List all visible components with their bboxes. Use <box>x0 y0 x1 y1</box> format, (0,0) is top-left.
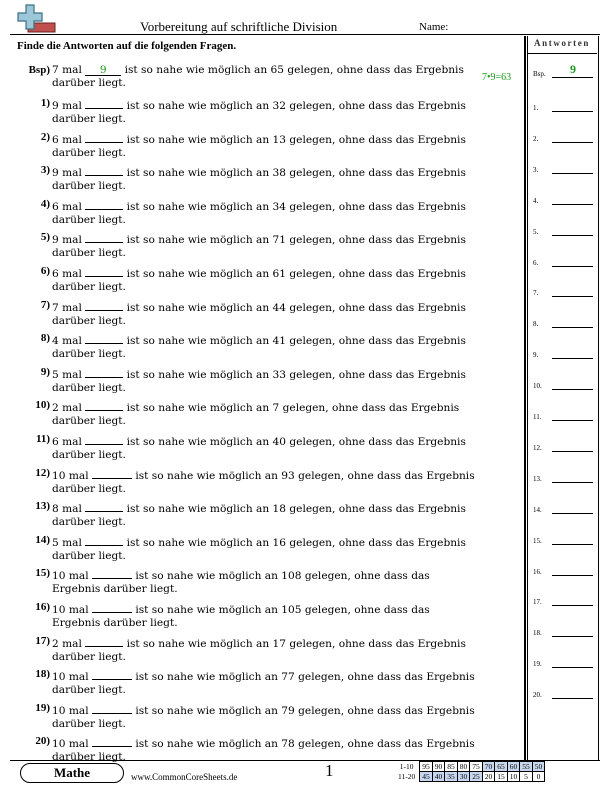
question-number: 15) <box>35 567 50 580</box>
score-cell: 85 <box>445 762 458 772</box>
answer-blank[interactable] <box>85 366 123 378</box>
answer-blank[interactable] <box>92 601 132 613</box>
score-cell: 55 <box>520 762 533 772</box>
answer-label: 9. <box>533 351 539 360</box>
question-post: ist so nahe wie möglich an 77 gelegen, ohne dass das Ergebnis darüber liegt. <box>52 671 475 697</box>
question-number: 10) <box>35 399 50 412</box>
answer-blank[interactable] <box>85 433 123 445</box>
question-pre: 5 mal <box>52 536 82 549</box>
answer-row <box>531 656 595 670</box>
question-text <box>52 433 477 462</box>
answer-line[interactable] <box>552 451 593 452</box>
question-post: ist so nahe wie möglich an 32 gelegen, ohne dass das Ergebnis darüber liegt. <box>52 100 466 125</box>
answer-blank[interactable] <box>85 164 123 176</box>
example-pre: 7 mal <box>52 64 82 76</box>
question-pre: 10 mal <box>52 604 89 616</box>
answer-row <box>531 193 595 207</box>
question-pre: 9 mal <box>52 100 82 112</box>
example-post: ist so nahe wie möglich an 65 gelegen, ohne dass das Ergebnis darüber liegt. <box>52 64 464 89</box>
answers-header: Antworten <box>534 38 590 48</box>
question-text <box>52 332 477 361</box>
answer-line[interactable] <box>552 482 593 483</box>
answer-label: 1. <box>533 104 539 112</box>
answer-row <box>531 471 595 485</box>
example-answer-row <box>531 62 595 80</box>
question-text <box>52 500 477 529</box>
plus-minus-logo-icon <box>17 4 57 38</box>
answers-header-divider <box>527 53 597 54</box>
question-pre: 6 mal <box>52 268 82 280</box>
example-answer-value: 9 <box>570 62 576 76</box>
score-cell: 95 <box>420 762 433 772</box>
answer-row <box>531 409 595 423</box>
answer-label: 4. <box>533 196 539 205</box>
score-cell: 80 <box>457 762 470 772</box>
question-text <box>52 131 477 160</box>
score-cell: 30 <box>457 772 470 782</box>
question-number: 1) <box>40 97 50 109</box>
score-table <box>398 761 545 782</box>
answer-label: 11. <box>533 413 542 421</box>
answer-blank[interactable] <box>85 231 123 243</box>
question-number: 16) <box>35 601 50 613</box>
question-pre: 10 mal <box>52 738 89 751</box>
score-row <box>398 762 545 772</box>
answer-line[interactable] <box>552 266 593 267</box>
answer-line[interactable] <box>552 575 593 576</box>
question-pre: 6 mal <box>52 133 82 146</box>
answer-row <box>531 687 595 701</box>
question-post: ist so nahe wie möglich an 44 gelegen, ohne dass das Ergebnis darüber liegt. <box>52 301 466 327</box>
question-pre: 2 mal <box>52 637 82 650</box>
question-pre: 10 mal <box>52 671 89 684</box>
answer-row <box>531 502 595 516</box>
question-text <box>52 635 477 664</box>
page-number: 1 <box>325 761 334 780</box>
answer-row <box>531 255 595 269</box>
answer-blank[interactable] <box>85 332 123 344</box>
question-post: ist so nahe wie möglich an 18 gelegen, ohne dass das Ergebnis darüber liegt. <box>52 503 466 529</box>
score-cell: 75 <box>470 762 483 772</box>
answer-label: 20. <box>533 691 542 700</box>
answer-row <box>531 378 595 392</box>
worksheet-title: Vorbereitung auf schriftliche Division <box>140 19 338 34</box>
answer-row <box>531 564 595 578</box>
answer-label: 7. <box>533 289 539 298</box>
question-pre: 6 mal <box>52 200 82 213</box>
question-number: 6) <box>40 265 50 277</box>
score-cell: 10 <box>507 772 520 782</box>
question-pre: 6 mal <box>52 436 82 448</box>
question-post: ist so nahe wie möglich an 17 gelegen, ohne dass das Ergebnis darüber liegt. <box>52 637 466 663</box>
question-number: 9) <box>40 365 50 378</box>
question-text <box>52 399 477 428</box>
answer-label: 5. <box>533 227 539 236</box>
answer-blank[interactable] <box>85 265 123 277</box>
question-number: 11) <box>35 433 50 445</box>
question-text <box>52 702 477 731</box>
answer-line[interactable] <box>552 327 593 328</box>
answer-blank[interactable] <box>85 131 123 143</box>
answer-line[interactable] <box>552 296 593 297</box>
answer-line[interactable] <box>552 420 593 421</box>
question-pre: 10 mal <box>52 704 89 717</box>
instruction-text: Finde die Antworten auf die folgenden Fragen. <box>17 40 237 52</box>
answer-row <box>531 100 595 114</box>
answer-blank[interactable] <box>85 97 123 109</box>
answer-blank[interactable] <box>85 399 123 411</box>
site-url: www.CommonCoreSheets.de <box>131 772 238 782</box>
question-number: 17) <box>35 634 50 647</box>
example-answer-label: Bsp. <box>533 70 546 78</box>
answer-blank[interactable] <box>92 668 132 680</box>
example-answer-line <box>552 77 593 78</box>
question-pre: 8 mal <box>52 503 82 516</box>
answer-row <box>531 440 595 454</box>
answer-row <box>531 533 595 547</box>
question-text <box>52 467 477 496</box>
question-post: ist so nahe wie möglich an 38 gelegen, ohne dass das Ergebnis darüber liegt. <box>52 167 466 193</box>
question-number: 13) <box>35 500 50 513</box>
answer-row <box>531 347 595 361</box>
answer-line[interactable] <box>552 698 593 699</box>
example-text <box>52 64 477 90</box>
score-cell: 35 <box>445 772 458 782</box>
answer-line[interactable] <box>552 513 593 514</box>
answer-line[interactable] <box>552 389 593 390</box>
name-label: Name: <box>419 21 449 33</box>
question-text <box>52 265 477 294</box>
answer-line[interactable] <box>552 544 593 545</box>
question-number: 12) <box>35 466 50 479</box>
answer-row <box>531 131 595 145</box>
question-pre: 4 mal <box>52 335 82 348</box>
answer-line[interactable] <box>552 636 593 637</box>
score-cell: 60 <box>507 762 520 772</box>
answer-line[interactable] <box>552 204 593 205</box>
score-cell: 20 <box>482 772 495 782</box>
answer-line[interactable] <box>552 605 593 606</box>
score-cell: 0 <box>532 772 545 782</box>
answer-label: 14. <box>533 505 542 514</box>
answer-row <box>531 594 595 608</box>
answer-label: 15. <box>533 536 542 545</box>
score-row-label: 1-10 <box>399 762 414 771</box>
question-post: ist so nahe wie möglich an 7 gelegen, ohne dass das Ergebnis darüber liegt. <box>52 402 460 428</box>
answer-label: 3. <box>533 165 539 174</box>
score-cell: 65 <box>495 762 508 772</box>
question-number: 8) <box>40 332 50 345</box>
question-text <box>52 231 477 260</box>
question-pre: 2 mal <box>52 402 82 415</box>
question-post: ist so nahe wie möglich an 79 gelegen, ohne dass das Ergebnis darüber liegt. <box>52 704 475 730</box>
answer-line[interactable] <box>552 235 593 236</box>
answer-blank[interactable] <box>92 735 132 747</box>
answer-row <box>531 224 595 238</box>
question-number: 18) <box>35 668 50 681</box>
question-number: 2) <box>40 130 50 143</box>
question-number: 14) <box>35 533 50 546</box>
score-cell: 70 <box>482 762 495 772</box>
answer-blank[interactable] <box>92 467 132 479</box>
question-text <box>52 601 477 630</box>
question-text <box>52 366 477 395</box>
question-post: ist so nahe wie möglich an 33 gelegen, ohne dass das Ergebnis darüber liegt. <box>52 368 466 394</box>
question-pre: 7 mal <box>52 301 82 314</box>
answer-blank[interactable] <box>85 299 123 311</box>
example-answer-blank: 9 <box>85 64 121 76</box>
answer-line[interactable] <box>552 667 593 668</box>
answer-label: 13. <box>533 474 542 483</box>
question-pre: 9 mal <box>52 234 82 247</box>
question-text <box>52 534 477 563</box>
score-cell: 5 <box>520 772 533 782</box>
answer-label: 19. <box>533 660 542 669</box>
answer-row <box>531 162 595 176</box>
answer-label: 10. <box>533 382 542 391</box>
answer-line[interactable] <box>552 358 593 359</box>
question-text <box>52 198 477 227</box>
score-cell: 50 <box>532 762 545 772</box>
answer-label: 17. <box>533 598 542 607</box>
question-number: 19) <box>35 701 50 714</box>
question-text <box>52 567 477 596</box>
question-pre: 10 mal <box>52 469 89 482</box>
score-row-label: 11-20 <box>398 772 416 781</box>
answer-line[interactable] <box>552 111 593 112</box>
question-post: ist so nahe wie möglich an 16 gelegen, ohne dass das Ergebnis darüber liegt. <box>52 536 466 562</box>
answer-line[interactable] <box>552 142 593 143</box>
answer-blank[interactable] <box>85 534 123 546</box>
answer-line[interactable] <box>552 173 593 174</box>
question-text <box>52 668 477 697</box>
answer-label: 12. <box>533 443 542 452</box>
answer-row <box>531 285 595 299</box>
question-post: ist so nahe wie möglich an 78 gelegen, ohne dass das Ergebnis darüber liegt. <box>52 738 475 764</box>
answer-blank[interactable] <box>85 500 123 512</box>
question-pre: 5 mal <box>52 368 82 381</box>
question-post: ist so nahe wie möglich an 61 gelegen, ohne dass das Ergebnis darüber liegt. <box>52 268 466 293</box>
answer-blank[interactable] <box>85 635 123 647</box>
question-post: ist so nahe wie möglich an 105 gelegen, ohne dass das Ergebnis darüber liegt. <box>52 604 430 629</box>
question-text <box>52 97 477 126</box>
score-cell: 40 <box>432 772 445 782</box>
answer-blank[interactable] <box>92 702 132 714</box>
example-work: 7•9=63 <box>482 72 512 83</box>
example-number: Bsp) <box>28 64 50 76</box>
question-post: ist so nahe wie möglich an 41 gelegen, ohne dass das Ergebnis darüber liegt. <box>52 335 466 361</box>
score-cell: 25 <box>470 772 483 782</box>
header-divider <box>10 34 600 35</box>
score-cell: 15 <box>495 772 508 782</box>
answer-label: 16. <box>533 567 542 576</box>
question-post: ist so nahe wie möglich an 108 gelegen, ohne dass das Ergebnis darüber liegt. <box>52 570 430 596</box>
subject-badge: Mathe <box>20 763 124 783</box>
question-number: 4) <box>40 197 50 210</box>
answer-row <box>531 316 595 330</box>
score-cell: 90 <box>432 762 445 772</box>
question-number: 3) <box>40 164 50 177</box>
question-number: 5) <box>40 231 50 244</box>
answer-label: 2. <box>533 134 539 143</box>
answer-label: 18. <box>533 629 542 638</box>
question-text <box>52 299 477 328</box>
score-row <box>398 772 545 782</box>
question-number: 7) <box>40 298 50 311</box>
question-pre: 10 mal <box>52 570 89 583</box>
question-post: ist so nahe wie möglich an 93 gelegen, ohne dass das Ergebnis darüber liegt. <box>52 469 475 495</box>
question-post: ist so nahe wie möglich an 13 gelegen, ohne dass das Ergebnis darüber liegt. <box>52 133 466 159</box>
question-post: ist so nahe wie möglich an 34 gelegen, ohne dass das Ergebnis darüber liegt. <box>52 200 466 226</box>
answer-blank[interactable] <box>85 198 123 210</box>
score-cell: 45 <box>420 772 433 782</box>
question-number: 20) <box>35 735 50 748</box>
answer-label: 6. <box>533 258 539 267</box>
answer-blank[interactable] <box>92 567 132 579</box>
answer-label: 8. <box>533 320 539 329</box>
question-post: ist so nahe wie möglich an 71 gelegen, ohne dass das Ergebnis darüber liegt. <box>52 234 466 260</box>
question-text <box>52 164 477 193</box>
question-post: ist so nahe wie möglich an 40 gelegen, ohne dass das Ergebnis darüber liegt. <box>52 436 466 461</box>
answer-row <box>531 625 595 639</box>
question-pre: 9 mal <box>52 167 82 180</box>
